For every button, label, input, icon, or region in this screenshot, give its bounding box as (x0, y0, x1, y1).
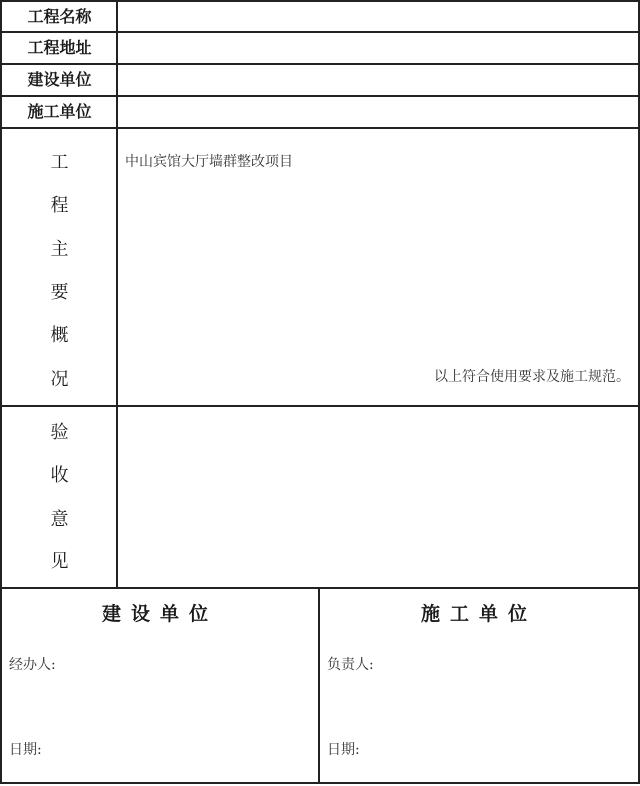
acceptance-label-char: 收 (50, 465, 69, 486)
contractor-handler-label: 负责人: (327, 657, 374, 673)
overview-label-char: 概 (50, 325, 69, 346)
row-divider (0, 127, 640, 129)
acceptance-label-char: 见 (50, 551, 69, 572)
owner-date-label: 日期: (9, 742, 42, 758)
overview-label-char: 要 (50, 282, 69, 303)
row-divider (0, 587, 640, 589)
overview-label-char: 况 (50, 369, 69, 390)
owner-signature-title: 建设单位 (101, 603, 218, 625)
project-address-field[interactable] (118, 33, 638, 63)
project-name-field[interactable] (118, 2, 638, 31)
acceptance-opinion-field[interactable] (118, 407, 638, 587)
contractor-unit-field[interactable] (118, 97, 638, 127)
acceptance-label-char: 意 (50, 509, 69, 530)
project-address-label: 工程地址 (27, 38, 92, 57)
overview-content[interactable]: 中山宾馆大厅墙群整改项目 (125, 154, 293, 170)
owner-unit-label: 建设单位 (27, 70, 92, 89)
overview-conclusion: 以上符合使用要求及施工规范。 (434, 369, 630, 385)
contractor-unit-label: 施工单位 (27, 102, 92, 121)
acceptance-label-char: 验 (50, 422, 69, 443)
overview-label-char: 主 (50, 239, 69, 260)
overview-label-char: 工 (50, 152, 69, 173)
border-bottom (0, 782, 640, 784)
owner-handler-label: 经办人: (9, 657, 56, 673)
owner-unit-field[interactable] (118, 65, 638, 95)
overview-label-char: 程 (50, 195, 69, 216)
contractor-signature-title: 施工单位 (420, 603, 537, 625)
project-name-label: 工程名称 (27, 7, 92, 26)
contractor-date-label: 日期: (327, 742, 360, 758)
